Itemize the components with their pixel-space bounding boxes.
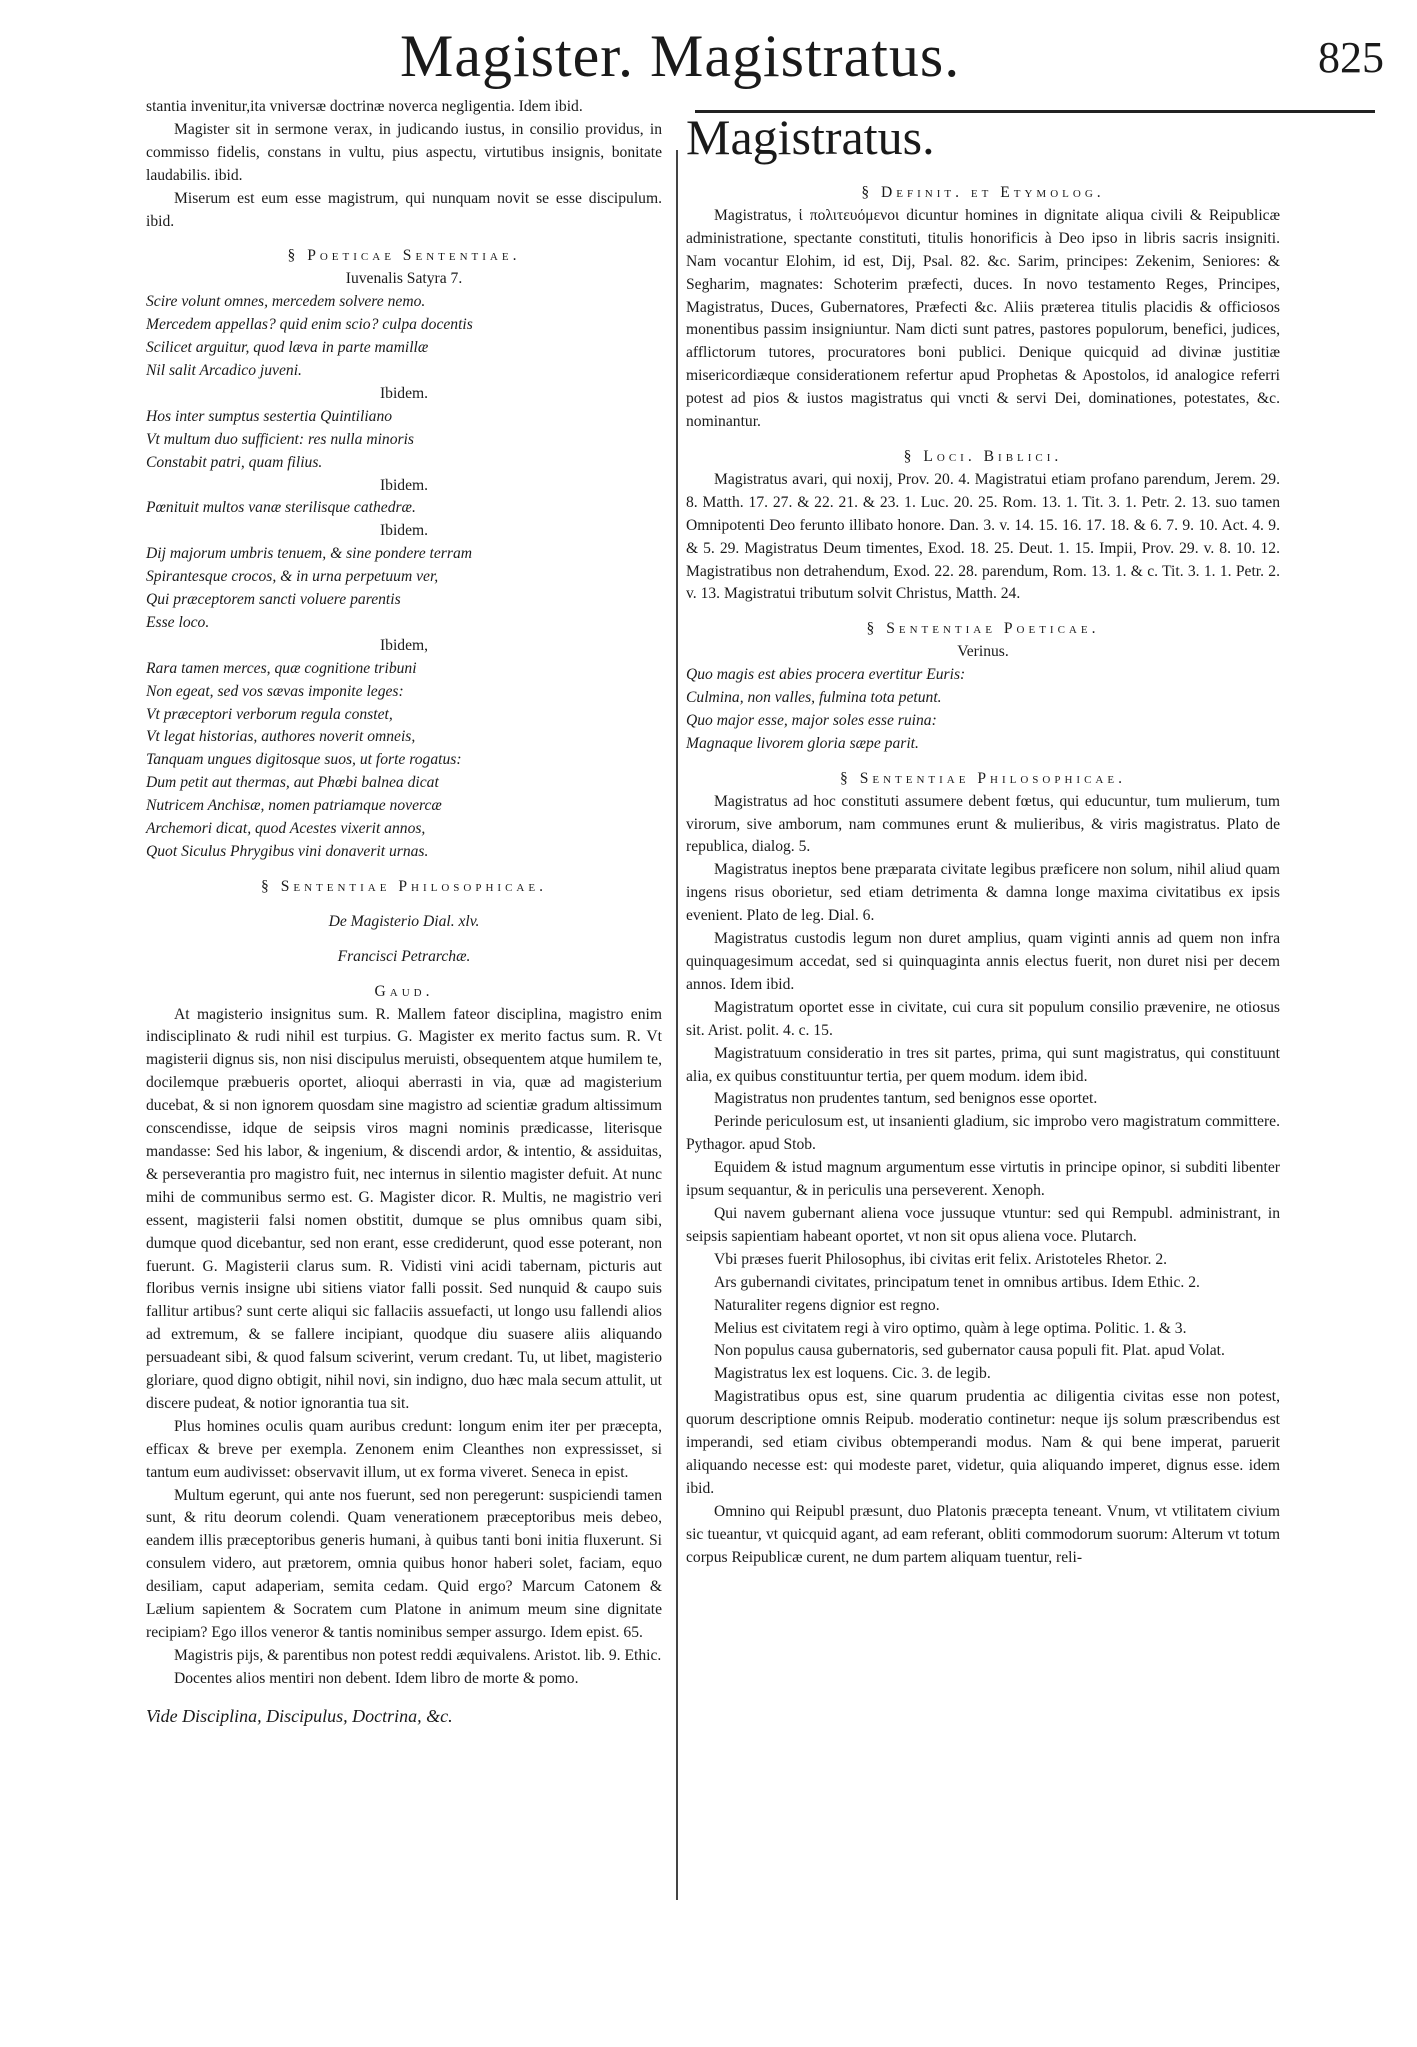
verse-line: Nutricem Anchisæ, nomen patriamque novercæ bbox=[146, 797, 442, 815]
paragraph: Multum egerunt, qui ante nos fuerunt, sed non peregerunt: suspiciendi tamen sunt, & ritu deorum colendi. Quam venerationem præceptoribus meis debeo, eandem illis præceptoribus generis humani, à quibus tanti boni initia fluxerunt. Si consulem videro, aut prætorem, omnia quibus honor haberi solet, faciam, equo desiliam, caput adaperiam, semita cedam. Quid ergo? Marcum Catonem & Lælium sapientem & Socratem cum Platone in animum meum sine dignitate recipiam? Ego illos veneror & tantis nominibus semper assurgo. Idem epist. 65. bbox=[146, 1486, 662, 1641]
page-header bbox=[0, 22, 1417, 92]
paragraph: Magistratum oportet esse in civitate, cui cura sit populum consilio prævenire, ne otiosus sit. Arist. polit. 4. c. 15. bbox=[686, 998, 1280, 1039]
verse-line: Dum petit aut thermas, aut Phœbi balnea dicat bbox=[146, 774, 439, 792]
verse-line: Non egeat, sed vos sævas imponite leges: bbox=[146, 682, 404, 700]
verse-line: Constabit patri, quam filius. bbox=[146, 453, 323, 471]
paragraph: Vbi præses fuerit Philosophus, ibi civitas erit felix. Aristoteles Rhetor. 2. bbox=[714, 1250, 1168, 1268]
paragraph: Magistratus non prudentes tantum, sed benignos esse oportet. bbox=[714, 1090, 1098, 1108]
paragraph: Magistratus, ἱ πολιτευόμενοι dicuntur homines in dignitate aliqua civili & Reipublicæ administratione, spectante constituti, titulis honorificis à Deo ipso in libris sacris insigniti. Nam vocantur Elohim, id est, Dij, Psal. 82. &c. Sarim, principes: Zekenim, Seniores: & Segharim, magnates: Schoterim præfecti, duces. In novo testamento Reges, Principes, Magistratus, Duces, Gubernatores, Præfecti &c. Aliis præterea titulis placidis & officiosos monentibus passim insigniuntur. Nam dicti sunt patres, pastores populorum, benefici, judices, afflictorum tutores, procuratores boni publici. Denique quicquid ad divinæ justitiæ misericordiæque considerationem refertur apud Prophetas & Apostolos, id analogice referri potest ad pios & iustos magistratus qui vncti & servi Dei, dominationes, potestates, &c. nominantur. bbox=[686, 206, 1280, 431]
source-label: Verinus. bbox=[957, 643, 1009, 661]
paragraph: Omnino qui Reipubl præsunt, duo Platonis præcepta teneant. Vnum, vt vtilitatem civium sic tueantur, vt quicquid agant, ad eam referant, obliti commodorum suorum: Alterum vt totum corpus Reipublicæ curent, ne dum partem aliquam tuentur, reli- bbox=[686, 1502, 1280, 1566]
section-heading: Gaud. bbox=[374, 982, 434, 1000]
paragraph: Non populus causa gubernatoris, sed gubernator causa populi fit. Plat. apud Volat. bbox=[714, 1342, 1225, 1360]
verse-line: Spirantesque crocos, & in urna perpetuum ver, bbox=[146, 568, 439, 586]
section-heading: § Sententiae Philosophicae. bbox=[261, 877, 547, 895]
paragraph: Equidem & istud magnum argumentum esse virtutis in principe opinor, si subditi libenter ipsum sequantur, & in periculis una perseverent. Xenoph. bbox=[686, 1159, 1280, 1200]
section-heading: § Sententiae Poeticae. bbox=[866, 620, 1100, 638]
verse-line: Hos inter sumptus sestertia Quintiliano bbox=[146, 407, 393, 425]
paragraph: Magistratus ineptos bene præparata civitate legibus præficere non solum, nihil aliud quam ingens risus oborietur, sed etiam detrimenta & damna longe maxima civitatibus ex ipsis evenient. Plato de leg. Dial. 6. bbox=[686, 861, 1280, 925]
paragraph: Magistratus lex est loquens. Cic. 3. de legib. bbox=[714, 1365, 991, 1383]
paragraph: Melius est civitatem regi à viro optimo, quàm à lege optima. Politic. 1. & 3. bbox=[714, 1319, 1187, 1337]
verse-line: Quo magis est abies procera evertitur Euris: bbox=[686, 666, 966, 684]
verse-line: Archemori dicat, quod Acestes vixerit annos, bbox=[146, 820, 426, 838]
source-label: De Magisterio Dial. xlv. bbox=[328, 912, 480, 930]
paragraph: Docentes alios mentiri non debent. Idem libro de morte & pomo. bbox=[174, 1669, 579, 1687]
verse-line: Magnaque livorem gloria sæpe parit. bbox=[686, 734, 919, 752]
source-label: Francisci Petrarchæ. bbox=[337, 947, 471, 965]
verse-line: Pœnituit multos vanæ sterilisque cathedræ. bbox=[146, 499, 416, 517]
verse-line: Scire volunt omnes, mercedem solvere nemo. bbox=[146, 293, 426, 311]
source-label: Ibidem. bbox=[379, 476, 429, 494]
page-number: 825 bbox=[1318, 33, 1384, 82]
verse-line: Quot Siculus Phrygibus vini donaverit urnas. bbox=[146, 843, 429, 860]
column-divider bbox=[676, 150, 678, 1900]
paragraph: At magisterio insignitus sum. R. Mallem fateor disciplina, magistro enim indisciplinato & rudi nihil est turpius. G. Magister ex merito factus sum. R. Vt magisterii dignus sis, non nisi discipulus meruisti, obsequentem atque humilem te, docilemque præbueris oportet, alioqui aberrasti in via, quæ ad magisterium ducebat, & si non ignorem quosdam sine magistro ad scientiæ gradum altissimum conscendisse, idque de seipsis viros magni nominis prædicasse, literisque mandasse: Sed his labor, & ingenium, & discendi ardor, & intentio, & assiduitas, & perseverantia pro magistro fuit, nec internus in silentio magister defuit. At nunc mihi de communibus sermo est. G. Magister dicor. R. Multis, ne magistrio veri essent, magisterii falsi nomen obstitit, dumque se plus omnibus quam sibi, dumque quod dicebantur, sed non erant, esse crediderunt, quod esse poterant, non fuerunt. G. Magisterii clarus sum. R. Vidisti vini acidi tabernam, picturis aut floribus vernis insigne ubi sitiens viator falli possit. Sed nunquid & caupo suis fallitur artibus? sunt certe aliqui sic fallaciis assuefacti, ut longo usu fallendi alios ad extremum, & se fallere incipiant, quodque diu suasere aliis aliquando persuadeant sibi, & quod falsum sciverint, verum credant. Tu, ut libet, magisterio gloriare, quod digno obtigit, nihil novi, sin indigno, duo hæc mala secum attulit, ut discere pudeat, & notior ignorantia tua sit. bbox=[146, 1005, 662, 1412]
paragraph: Miserum est eum esse magistrum, qui nunquam novit se esse discipulum. ibid. bbox=[146, 189, 662, 230]
paragraph: Magistratibus opus est, sine quarum prudentia ac diligentia civitas esse non potest, quorum descriptione omnis Reipub. moderatio continetur: neque ijs solum præscribendus est imperandi, sed etiam civibus obtemperandi modus. Nam & qui bene imperat, paruerit aliquando necesse est: qui modeste paret, videtur, quia aliquando imperet, dignus esse. idem ibid. bbox=[686, 1388, 1280, 1497]
paragraph: Magistratus ad hoc constituti assumere debent fœtus, qui educuntur, tum mulierum, tum virorum, sive amborum, nam communes erunt & mulieribus, & viris magistratus. Plato de republica, dialog. 5. bbox=[686, 792, 1280, 856]
paragraph: Naturaliter regens dignior est regno. bbox=[714, 1296, 940, 1314]
paragraph: Magistratus custodis legum non duret amplius, quam viginti annis ad quem non infra quinquagesimum accedat, sed si quinquaginta annis electus fuerit, non duret nisi per decem annos. Idem ibid. bbox=[686, 930, 1280, 993]
paragraph: Plus homines oculis quam auribus credunt: longum enim iter per præcepta, efficax & breve per exempla. Zenonem enim Cleanthes non expressisset, si tantum eum audivisset: observavit illum, ut ex forma viveret. Seneca in epist. bbox=[146, 1417, 662, 1481]
verse-line: Quo major esse, major soles esse ruina: bbox=[686, 711, 937, 729]
verse-line: Scilicet arguitur, quod læva in parte mamillæ bbox=[146, 339, 429, 357]
section-title: Magistratus. bbox=[686, 109, 935, 165]
source-label: Ibidem, bbox=[379, 636, 429, 654]
right-column bbox=[686, 104, 1280, 1569]
left-column bbox=[146, 96, 662, 1728]
paragraph: Ars gubernandi civitates, principatum tenet in omnibus artibus. Idem Ethic. 2. bbox=[714, 1273, 1200, 1291]
verse-line: Rara tamen merces, quæ cognitione tribuni bbox=[146, 659, 417, 677]
verse-line: Tanquam ungues digitosque suos, ut forte rogatus: bbox=[146, 751, 462, 769]
paragraph: Qui navem gubernant aliena voce jussuque vtuntur: sed qui Rempubl. administrant, in seipsis sapientiam habeant oportet, vt non sit opus aliena voce. Plutarch. bbox=[686, 1204, 1280, 1245]
source-label: Ibidem. bbox=[379, 384, 429, 402]
paragraph: stantia invenitur,ita vniversæ doctrinæ noverca negligentia. Idem ibid. bbox=[146, 98, 583, 115]
source-label: Iuvenalis Satyra 7. bbox=[345, 270, 463, 288]
section-heading: § Loci. Biblici. bbox=[903, 447, 1063, 465]
section-heading: § Definit. et Etymolog. bbox=[861, 184, 1105, 201]
verse-line: Mercedem appellas? quid enim scio? culpa docentis bbox=[146, 316, 473, 334]
section-heading: § Poeticae Sententiae. bbox=[287, 247, 521, 265]
paragraph: Magistris pijs, & parentibus non potest reddi æquivalens. Aristot. lib. 9. Ethic. bbox=[174, 1646, 662, 1664]
verse-line: Nil salit Arcadico juveni. bbox=[146, 361, 302, 379]
verse-line: Dij majorum umbris tenuem, & sine pondere terram bbox=[146, 545, 472, 563]
verse-line: Qui præceptorem sancti voluere parentis bbox=[146, 591, 401, 609]
running-title: Magister. Magistratus. bbox=[400, 23, 961, 89]
paragraph: Magister sit in sermone verax, in judicando iustus, in consilio providus, in commisso fidelis, constans in vultu, pius aspectu, virtutibus insignis, bonitate laudabilis. ibid. bbox=[146, 120, 662, 184]
verse-line: Vt præceptori verborum regula constet, bbox=[146, 705, 393, 723]
cross-reference: Vide Disciplina, Discipulus, Doctrina, &c. bbox=[146, 1705, 453, 1726]
paragraph: Magistratus avari, qui noxij, Prov. 20. 4. Magistratui etiam profano parendum, Jerem. 29. 8. Matth. 17. 27. & 22. 21. & 23. 1. Luc. 20. 25. Rom. 13. 1. Tit. 3. 1. Petr. 2. 13. suo tamen Omnipotenti Deo ferunto illibato honore. Dan. 3. v. 14. 15. 16. 17. 18. & 6. 7. 9. 10. Act. 4. 9. & 5. 29. Magistratus Deum timentes, Exod. 18. 25. Deut. 1. 15. Impii, Prov. 29. v. 8. 10. 12. Magistratibus non detrahendum, Exod. 22. 28. parendum, Rom. 13. 1. & c. Tit. 3. 1. 1. Petr. 2. v. 13. Magistratui tributum solvit Christus, Matth. 24. bbox=[686, 470, 1280, 603]
paragraph: Magistratuum consideratio in tres sit partes, prima, qui sunt magistratus, qui constituunt alia, ex quibus constituuntur tertia, per quem modum. idem ibid. bbox=[686, 1044, 1280, 1085]
verse-line: Vt legat historias, authores noverit omneis, bbox=[146, 728, 416, 746]
verse-line: Esse loco. bbox=[146, 613, 210, 631]
paragraph: Perinde periculosum est, ut insanienti gladium, sic improbo vero magistratum committere. Pythagor. apud Stob. bbox=[686, 1113, 1280, 1154]
section-heading: § Sententiae Philosophicae. bbox=[840, 769, 1126, 787]
verse-line: Culmina, non valles, fulmina tota petunt. bbox=[686, 689, 942, 707]
verse-line: Vt multum duo sufficient: res nulla minoris bbox=[146, 430, 414, 448]
source-label: Ibidem. bbox=[379, 522, 429, 540]
